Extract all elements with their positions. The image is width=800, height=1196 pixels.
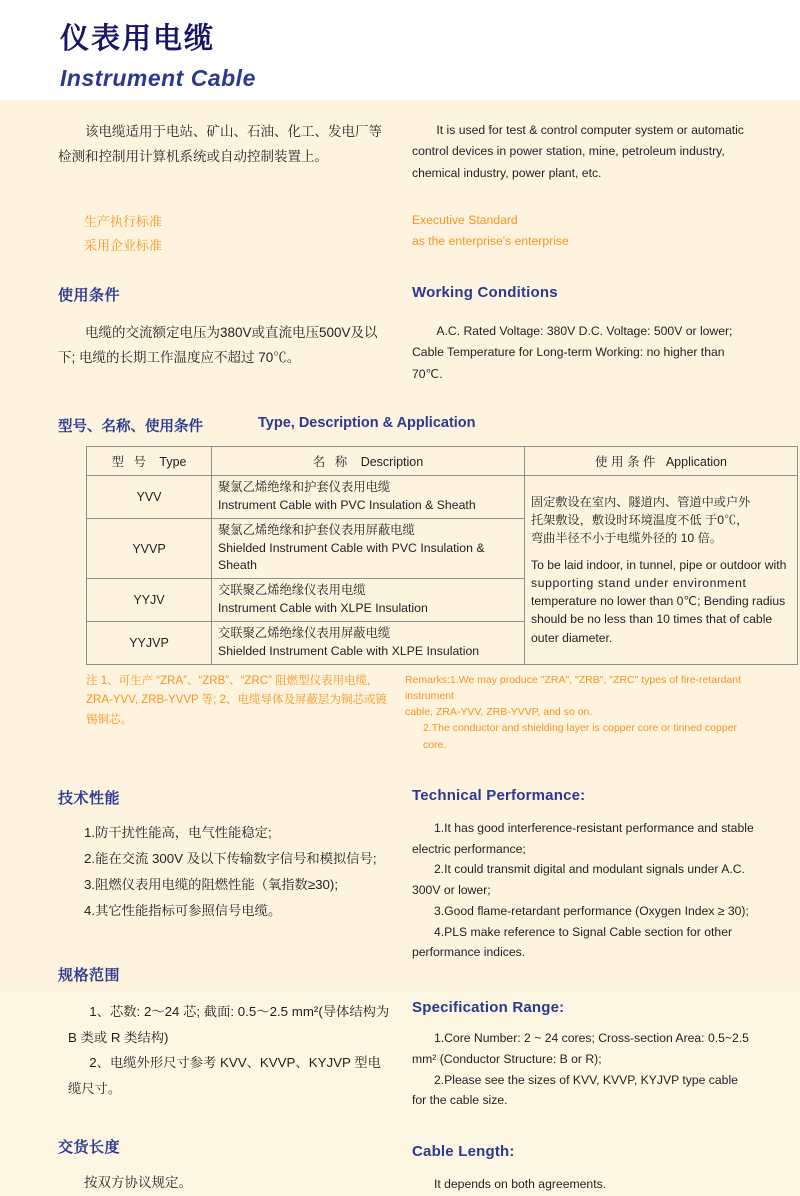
application-en-line-1: To be laid indoor, in tunnel, pipe or outdoor with [531, 557, 787, 572]
application-en-line-3: temperature no lower than 0℃; Bending radius [531, 594, 786, 609]
intro-section [58, 100, 754, 184]
standard-en-line2: as the enterprise's enterprise [412, 234, 569, 249]
note-cn-2: ZRB-YVVP 等; [141, 694, 217, 707]
header-desc-cn: 名 称 [312, 455, 351, 470]
technical-item-cn-1: 1.防干扰性能高，电气性能稳定; [84, 824, 272, 840]
note-en-1: Remarks:1.We may produce "ZRA", "ZRB", "ZRC" types of fire-retardant instrument [404, 673, 742, 702]
type-table-section [0, 415, 800, 753]
type-description-table [86, 446, 798, 664]
working-conditions-text-right [406, 321, 754, 385]
row-desc-en: Instrument Cable with XLPE Insulation [218, 601, 428, 616]
application-cn-line-3: 弯曲半径不小于电缆外径的 10 倍。 [531, 531, 722, 546]
header-type-cn: 型 号 [111, 455, 149, 470]
technical-list-cn [58, 820, 392, 924]
cable-length-heading-en: Cable Length: [412, 1143, 515, 1161]
note-cn-1: 注 1、可生产 “ZRA”、“ZRB”、“ZRC” 阻燃型仪表用电缆, ZRA-YVV, [86, 674, 371, 707]
type-table-title-cn: 型号、名称、使用条件 [58, 419, 203, 436]
row-desc [212, 518, 525, 578]
intro-left [58, 120, 406, 184]
note-en-2: cable, ZRA-YVV, ZRB-YVVP, and so on. [404, 706, 593, 719]
header-desc [212, 447, 525, 476]
working-conditions-body [58, 321, 754, 385]
standard-en-line1: Executive Standard [412, 213, 518, 228]
notes-cn [58, 672, 395, 753]
standard-cn-line1: 生产执行标准 [84, 214, 163, 230]
working-conditions-text-left [58, 321, 406, 385]
application-en-line-4: should be no less than 10 times that of cable [531, 612, 773, 627]
notes-en [395, 672, 760, 753]
technical-heading-cn: 技术性能 [58, 789, 121, 807]
specification-item-en-2: 2.Please see the sizes of KVV, KVVP, KYJVP type cable for the cable size. [412, 1072, 738, 1108]
working-conditions-heading-right [406, 284, 754, 305]
row-desc-en: Shielded Instrument Cable with PVC Insulation & Sheath [218, 540, 485, 573]
row-desc-cn: 交联聚乙烯绝缘仪表用屏蔽电缆 [218, 625, 391, 640]
row-desc-en: Shielded Instrument Cable with XLPE Insulation [218, 643, 480, 658]
cable-length-heading-cn: 交货长度 [58, 1139, 121, 1157]
table-row [87, 476, 798, 519]
application-en-line-5: outer diameter. [531, 630, 613, 645]
working-conditions-text-en: A.C. Rated Voltage: 380V D.C. Voltage: 500V or lower; Cable Temperature for Long-term Working: no higher than 70℃. [412, 324, 733, 381]
header-type-en: Type [159, 455, 187, 470]
type-table-title-en: Type, Description & Application [258, 415, 476, 432]
standard-cn-line2: 采用企业标准 [84, 238, 163, 254]
cable-length-cn-block [58, 1136, 392, 1196]
page-title-en: Instrument Cable [60, 64, 256, 91]
specification-item-cn-1: 1、芯数: 2～24 芯; 截面: 0.5～2.5 mm²(导体结构为 B 类或 R 类结构) [68, 1003, 390, 1045]
cable-length-en-block [412, 1143, 754, 1195]
table-header-row [87, 447, 798, 476]
specification-item-cn-2: 2、电缆外形尺寸参考 KVV、KVVP、KYJVP 型电缆尺寸。 [68, 1055, 381, 1097]
technical-item-en-4: 4.PLS make reference to Signal Cable section for other performance indices. [412, 924, 733, 960]
note-en-3: 2.The conductor and shielding layer is copper core or tinned copper core. [422, 722, 737, 751]
standard-section [58, 210, 754, 258]
table-head [87, 447, 798, 476]
specification-item-en-1: 1.Core Number: 2 ~ 24 cores; Cross-section Area: 0.5~2.5 mm² (Conductor Structure: B or R); [412, 1031, 749, 1066]
type-table-titles [58, 415, 760, 436]
specification-list-cn [58, 999, 392, 1103]
lower-right-column [406, 787, 754, 1196]
cable-length-text-cn: 按双方协议规定。 [84, 1175, 192, 1191]
row-type: YYJVP [87, 621, 212, 664]
row-type: YVVP [87, 518, 212, 578]
application-cell [525, 476, 798, 664]
row-desc-cn: 交联聚乙烯绝缘仪表用电缆 [218, 583, 366, 598]
technical-item-en-2: 2.It could transmit digital and modulant signals under A.C. 300V or lower; [412, 862, 745, 898]
table-notes [58, 672, 760, 753]
application-en-line-2: supporting stand under environment [531, 575, 747, 590]
working-conditions-heading-en: Working Conditions [412, 284, 558, 302]
technical-item-cn-2: 2.能在交流 300V 及以下传输数字信号和模拟信号; [84, 850, 377, 866]
row-desc-cn: 聚氯乙烯绝缘和护套仪表用电缆 [218, 480, 391, 495]
working-conditions-heading-cn: 使用条件 [58, 287, 121, 305]
technical-item-en-1: 1.It has good interference-resistant performance and stable electric performance; [412, 820, 754, 856]
specification-list-en [412, 1028, 754, 1111]
intro-text-en: It is used for test & control computer system or automatic control devices in power station, mine, petroleum industry, chemical industry, power plant, etc. [412, 123, 744, 180]
specification-heading-en: Specification Range: [412, 999, 565, 1017]
application-cn-line-1: 固定敷设在室内、隧道内、管道中或户外 [531, 494, 751, 509]
application-spacer [531, 548, 791, 556]
working-conditions-heading-left [58, 284, 406, 305]
specification-en-block [412, 999, 754, 1111]
row-desc-en: Instrument Cable with PVC Insulation & Sheath [218, 497, 476, 512]
technical-section [58, 787, 754, 1196]
technical-item-cn-3: 3.阻燃仪表用电缆的阻燃性能（氧指数≥30); [84, 876, 339, 892]
technical-heading-en: Technical Performance: [412, 786, 586, 804]
technical-item-cn-4: 4.其它性能指标可参照信号电缆。 [84, 902, 282, 918]
row-type: YVV [87, 476, 212, 519]
row-type: YYJV [87, 579, 212, 622]
header-desc-en: Description [360, 455, 424, 470]
specification-heading-cn: 规格范围 [58, 966, 121, 984]
header-type [87, 447, 212, 476]
lower-sections [0, 787, 800, 1196]
row-desc [212, 621, 525, 664]
working-conditions-headings [58, 284, 754, 305]
specification-cn-block [58, 964, 392, 1103]
technical-item-en-3: 3.Good flame-retardant performance (Oxygen Index ≥ 30); [433, 903, 749, 918]
header-app-en: Application [665, 455, 727, 470]
page-body [0, 100, 800, 385]
row-desc-cn: 聚氯乙烯绝缘和护套仪表用屏蔽电缆 [218, 522, 415, 537]
table-body [87, 476, 798, 664]
page-header [0, 0, 800, 100]
row-desc [212, 476, 525, 519]
header-app-cn: 使 用 条 件 [595, 455, 656, 470]
row-desc [212, 579, 525, 622]
standard-right [406, 210, 754, 258]
lower-left-column [58, 787, 406, 1196]
application-cn-line-2: 托架敷设，敷设时环境温度不低 于0℃， [531, 512, 749, 527]
technical-list-en [412, 818, 754, 963]
cable-length-text-en: It depends on both agreements. [433, 1177, 607, 1192]
note-cn-3: 2、电缆导体及屏蔽层为铜芯或镀锡铜芯。 [86, 694, 387, 726]
header-app [525, 447, 798, 476]
working-conditions-text-cn: 电缆的交流额定电压为380V或直流电压500V及以下; 电缆的长期工作温度应不超过 70℃。 [58, 325, 378, 366]
page-title-cn: 仪表用电缆 [60, 23, 216, 55]
intro-text-cn: 该电缆适用于电站、矿山、石油、化工、发电厂等检测和控制用计算机系统或自动控制装置上。 [58, 124, 382, 164]
intro-right [406, 120, 754, 184]
standard-left [58, 210, 406, 258]
